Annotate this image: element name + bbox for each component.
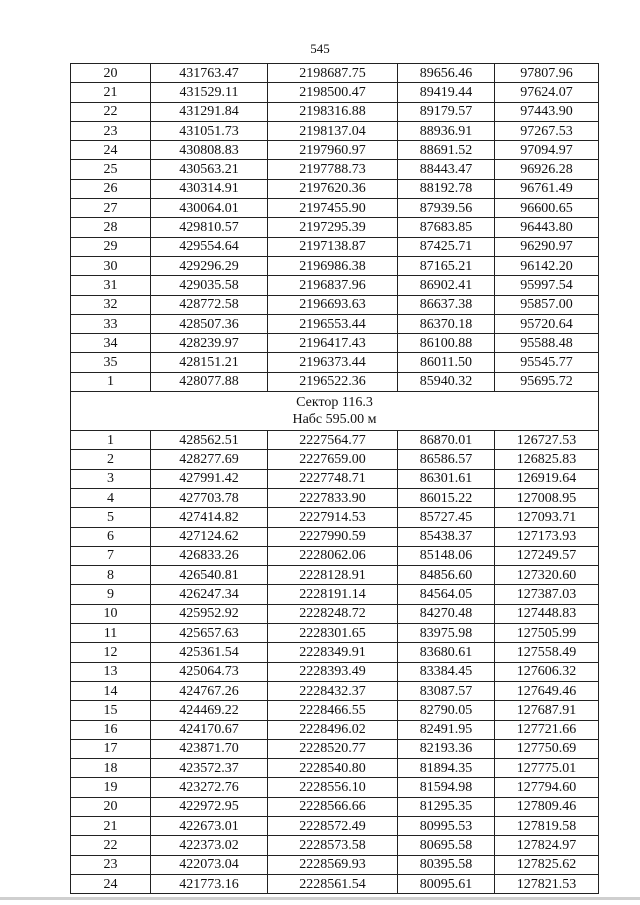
y-coordinate-cell: 2197960.97 <box>268 141 398 160</box>
local-y-cell: 127558.49 <box>495 643 599 662</box>
local-y-cell: 96443.80 <box>495 218 599 237</box>
local-y-cell: 127794.60 <box>495 778 599 797</box>
y-coordinate-cell: 2228062.06 <box>268 546 398 565</box>
local-x-cell: 87939.56 <box>398 199 495 218</box>
x-coordinate-cell: 431763.47 <box>151 64 268 83</box>
point-number-cell: 21 <box>71 83 151 102</box>
point-number-cell: 4 <box>71 488 151 507</box>
y-coordinate-cell: 2196837.96 <box>268 276 398 295</box>
table-row <box>71 64 599 83</box>
local-y-cell: 97443.90 <box>495 102 599 121</box>
table-row <box>71 276 599 295</box>
local-x-cell: 89419.44 <box>398 83 495 102</box>
local-y-cell: 127775.01 <box>495 759 599 778</box>
y-coordinate-cell: 2197620.36 <box>268 179 398 198</box>
local-y-cell: 95857.00 <box>495 295 599 314</box>
x-coordinate-cell: 429554.64 <box>151 237 268 256</box>
table-row <box>71 874 599 893</box>
y-coordinate-cell: 2227659.00 <box>268 450 398 469</box>
local-y-cell: 96142.20 <box>495 256 599 275</box>
local-x-cell: 80995.53 <box>398 816 495 835</box>
point-number-cell: 35 <box>71 353 151 372</box>
point-number-cell: 32 <box>71 295 151 314</box>
y-coordinate-cell: 2228432.37 <box>268 681 398 700</box>
table-row <box>71 701 599 720</box>
local-x-cell: 82491.95 <box>398 720 495 739</box>
local-x-cell: 83975.98 <box>398 624 495 643</box>
x-coordinate-cell: 424469.22 <box>151 701 268 720</box>
y-coordinate-cell: 2227833.90 <box>268 488 398 507</box>
point-number-cell: 31 <box>71 276 151 295</box>
section-title: Сектор 116.3 <box>296 395 373 411</box>
local-x-cell: 83680.61 <box>398 643 495 662</box>
y-coordinate-cell: 2196986.38 <box>268 256 398 275</box>
local-x-cell: 81594.98 <box>398 778 495 797</box>
local-y-cell: 127750.69 <box>495 739 599 758</box>
x-coordinate-cell: 431291.84 <box>151 102 268 121</box>
y-coordinate-cell: 2196553.44 <box>268 314 398 333</box>
table-row <box>71 681 599 700</box>
x-coordinate-cell: 422373.02 <box>151 836 268 855</box>
y-coordinate-cell: 2228556.10 <box>268 778 398 797</box>
table-row <box>71 334 599 353</box>
point-number-cell: 34 <box>71 334 151 353</box>
x-coordinate-cell: 422073.04 <box>151 855 268 874</box>
table-row <box>71 83 599 102</box>
local-x-cell: 89656.46 <box>398 64 495 83</box>
x-coordinate-cell: 428277.69 <box>151 450 268 469</box>
table-row <box>71 237 599 256</box>
table-row <box>71 160 599 179</box>
table-row <box>71 816 599 835</box>
local-y-cell: 127825.62 <box>495 855 599 874</box>
x-coordinate-cell: 429035.58 <box>151 276 268 295</box>
local-x-cell: 85438.37 <box>398 527 495 546</box>
y-coordinate-cell: 2228349.91 <box>268 643 398 662</box>
local-y-cell: 95588.48 <box>495 334 599 353</box>
table-row <box>71 527 599 546</box>
local-y-cell: 97094.97 <box>495 141 599 160</box>
point-number-cell: 21 <box>71 816 151 835</box>
local-x-cell: 84564.05 <box>398 585 495 604</box>
y-coordinate-cell: 2197138.87 <box>268 237 398 256</box>
table-row <box>71 295 599 314</box>
x-coordinate-cell: 425064.73 <box>151 662 268 681</box>
local-x-cell: 83384.45 <box>398 662 495 681</box>
local-x-cell: 80695.58 <box>398 836 495 855</box>
local-y-cell: 127824.97 <box>495 836 599 855</box>
y-coordinate-cell: 2196693.63 <box>268 295 398 314</box>
local-y-cell: 127173.93 <box>495 527 599 546</box>
table-row <box>71 508 599 527</box>
y-coordinate-cell: 2197788.73 <box>268 160 398 179</box>
x-coordinate-cell: 431529.11 <box>151 83 268 102</box>
local-y-cell: 95695.72 <box>495 372 599 391</box>
point-number-cell: 1 <box>71 372 151 391</box>
point-number-cell: 9 <box>71 585 151 604</box>
point-number-cell: 22 <box>71 102 151 121</box>
y-coordinate-cell: 2227564.77 <box>268 431 398 450</box>
table-row <box>71 102 599 121</box>
x-coordinate-cell: 425657.63 <box>151 624 268 643</box>
x-coordinate-cell: 428077.88 <box>151 372 268 391</box>
local-x-cell: 85940.32 <box>398 372 495 391</box>
local-y-cell: 126727.53 <box>495 431 599 450</box>
point-number-cell: 13 <box>71 662 151 681</box>
y-coordinate-cell: 2196522.36 <box>268 372 398 391</box>
local-x-cell: 88192.78 <box>398 179 495 198</box>
point-number-cell: 19 <box>71 778 151 797</box>
coordinates-table <box>70 63 599 894</box>
table-row <box>71 739 599 758</box>
x-coordinate-cell: 427703.78 <box>151 488 268 507</box>
y-coordinate-cell: 2198137.04 <box>268 121 398 140</box>
point-number-cell: 24 <box>71 141 151 160</box>
y-coordinate-cell: 2228572.49 <box>268 816 398 835</box>
point-number-cell: 3 <box>71 469 151 488</box>
point-number-cell: 33 <box>71 314 151 333</box>
local-x-cell: 88691.52 <box>398 141 495 160</box>
x-coordinate-cell: 428151.21 <box>151 353 268 372</box>
y-coordinate-cell: 2227748.71 <box>268 469 398 488</box>
x-coordinate-cell: 430064.01 <box>151 199 268 218</box>
table-row <box>71 179 599 198</box>
local-x-cell: 86370.18 <box>398 314 495 333</box>
table-row <box>71 546 599 565</box>
table-row <box>71 450 599 469</box>
y-coordinate-cell: 2227914.53 <box>268 508 398 527</box>
local-y-cell: 95545.77 <box>495 353 599 372</box>
local-x-cell: 86011.50 <box>398 353 495 372</box>
section-header-row <box>71 392 599 431</box>
x-coordinate-cell: 422673.01 <box>151 816 268 835</box>
local-y-cell: 127008.95 <box>495 488 599 507</box>
local-x-cell: 81295.35 <box>398 797 495 816</box>
point-number-cell: 22 <box>71 836 151 855</box>
local-x-cell: 88936.91 <box>398 121 495 140</box>
local-y-cell: 95720.64 <box>495 314 599 333</box>
point-number-cell: 15 <box>71 701 151 720</box>
point-number-cell: 11 <box>71 624 151 643</box>
x-coordinate-cell: 421773.16 <box>151 874 268 893</box>
x-coordinate-cell: 423572.37 <box>151 759 268 778</box>
x-coordinate-cell: 430314.91 <box>151 179 268 198</box>
point-number-cell: 20 <box>71 797 151 816</box>
local-x-cell: 80395.58 <box>398 855 495 874</box>
table-row <box>71 836 599 855</box>
local-y-cell: 127821.53 <box>495 874 599 893</box>
x-coordinate-cell: 428507.36 <box>151 314 268 333</box>
local-x-cell: 88443.47 <box>398 160 495 179</box>
point-number-cell: 27 <box>71 199 151 218</box>
local-y-cell: 97267.53 <box>495 121 599 140</box>
table-row <box>71 759 599 778</box>
x-coordinate-cell: 425361.54 <box>151 643 268 662</box>
local-y-cell: 127387.03 <box>495 585 599 604</box>
local-x-cell: 87683.85 <box>398 218 495 237</box>
x-coordinate-cell: 429810.57 <box>151 218 268 237</box>
point-number-cell: 30 <box>71 256 151 275</box>
local-y-cell: 127093.71 <box>495 508 599 527</box>
y-coordinate-cell: 2196373.44 <box>268 353 398 372</box>
local-x-cell: 82193.36 <box>398 739 495 758</box>
point-number-cell: 16 <box>71 720 151 739</box>
local-y-cell: 126825.83 <box>495 450 599 469</box>
x-coordinate-cell: 423272.76 <box>151 778 268 797</box>
bottom-edge-line <box>0 897 640 900</box>
local-x-cell: 85148.06 <box>398 546 495 565</box>
section-header-body <box>71 392 599 431</box>
local-y-cell: 127649.46 <box>495 681 599 700</box>
table-row <box>71 778 599 797</box>
y-coordinate-cell: 2228520.77 <box>268 739 398 758</box>
point-number-cell: 24 <box>71 874 151 893</box>
y-coordinate-cell: 2197455.90 <box>268 199 398 218</box>
local-y-cell: 96290.97 <box>495 237 599 256</box>
x-coordinate-cell: 428239.97 <box>151 334 268 353</box>
table-row <box>71 314 599 333</box>
x-coordinate-cell: 429296.29 <box>151 256 268 275</box>
point-number-cell: 20 <box>71 64 151 83</box>
table-row <box>71 566 599 585</box>
point-number-cell: 25 <box>71 160 151 179</box>
table-row <box>71 643 599 662</box>
y-coordinate-cell: 2228569.93 <box>268 855 398 874</box>
point-number-cell: 14 <box>71 681 151 700</box>
local-y-cell: 96761.49 <box>495 179 599 198</box>
y-coordinate-cell: 2197295.39 <box>268 218 398 237</box>
x-coordinate-cell: 425952.92 <box>151 604 268 623</box>
x-coordinate-cell: 424170.67 <box>151 720 268 739</box>
local-x-cell: 86100.88 <box>398 334 495 353</box>
local-y-cell: 127819.58 <box>495 816 599 835</box>
y-coordinate-cell: 2228573.58 <box>268 836 398 855</box>
point-number-cell: 6 <box>71 527 151 546</box>
point-number-cell: 10 <box>71 604 151 623</box>
y-coordinate-cell: 2198500.47 <box>268 83 398 102</box>
x-coordinate-cell: 430808.83 <box>151 141 268 160</box>
y-coordinate-cell: 2228566.66 <box>268 797 398 816</box>
local-x-cell: 86870.01 <box>398 431 495 450</box>
y-coordinate-cell: 2196417.43 <box>268 334 398 353</box>
point-number-cell: 23 <box>71 121 151 140</box>
local-x-cell: 86586.57 <box>398 450 495 469</box>
x-coordinate-cell: 427991.42 <box>151 469 268 488</box>
table-row <box>71 121 599 140</box>
x-coordinate-cell: 422972.95 <box>151 797 268 816</box>
local-x-cell: 82790.05 <box>398 701 495 720</box>
y-coordinate-cell: 2198687.75 <box>268 64 398 83</box>
y-coordinate-cell: 2228496.02 <box>268 720 398 739</box>
table-row <box>71 353 599 372</box>
table-row <box>71 797 599 816</box>
local-y-cell: 96926.28 <box>495 160 599 179</box>
y-coordinate-cell: 2198316.88 <box>268 102 398 121</box>
point-number-cell: 7 <box>71 546 151 565</box>
y-coordinate-cell: 2228561.54 <box>268 874 398 893</box>
point-number-cell: 18 <box>71 759 151 778</box>
y-coordinate-cell: 2227990.59 <box>268 527 398 546</box>
x-coordinate-cell: 427124.62 <box>151 527 268 546</box>
section-subtitle: Набс 595.00 м <box>292 412 377 428</box>
local-x-cell: 81894.35 <box>398 759 495 778</box>
local-x-cell: 84856.60 <box>398 566 495 585</box>
y-coordinate-cell: 2228248.72 <box>268 604 398 623</box>
point-number-cell: 28 <box>71 218 151 237</box>
point-number-cell: 12 <box>71 643 151 662</box>
local-x-cell: 86301.61 <box>398 469 495 488</box>
table-row <box>71 469 599 488</box>
table-body-top <box>71 64 599 392</box>
local-y-cell: 126919.64 <box>495 469 599 488</box>
table-row <box>71 431 599 450</box>
local-x-cell: 85727.45 <box>398 508 495 527</box>
table-row <box>71 199 599 218</box>
x-coordinate-cell: 424767.26 <box>151 681 268 700</box>
y-coordinate-cell: 2228540.80 <box>268 759 398 778</box>
local-y-cell: 127721.66 <box>495 720 599 739</box>
x-coordinate-cell: 426247.34 <box>151 585 268 604</box>
x-coordinate-cell: 428772.58 <box>151 295 268 314</box>
local-y-cell: 97624.07 <box>495 83 599 102</box>
local-y-cell: 127448.83 <box>495 604 599 623</box>
x-coordinate-cell: 428562.51 <box>151 431 268 450</box>
table-row <box>71 604 599 623</box>
point-number-cell: 29 <box>71 237 151 256</box>
local-x-cell: 86015.22 <box>398 488 495 507</box>
section-header-cell <box>71 392 599 431</box>
y-coordinate-cell: 2228466.55 <box>268 701 398 720</box>
local-x-cell: 83087.57 <box>398 681 495 700</box>
table-row <box>71 256 599 275</box>
point-number-cell: 17 <box>71 739 151 758</box>
local-x-cell: 89179.57 <box>398 102 495 121</box>
y-coordinate-cell: 2228393.49 <box>268 662 398 681</box>
table-body-bottom <box>71 431 599 894</box>
table-row <box>71 855 599 874</box>
point-number-cell: 2 <box>71 450 151 469</box>
y-coordinate-cell: 2228191.14 <box>268 585 398 604</box>
local-y-cell: 127809.46 <box>495 797 599 816</box>
local-x-cell: 80095.61 <box>398 874 495 893</box>
table-row <box>71 488 599 507</box>
local-x-cell: 87165.21 <box>398 256 495 275</box>
x-coordinate-cell: 430563.21 <box>151 160 268 179</box>
local-x-cell: 86637.38 <box>398 295 495 314</box>
local-y-cell: 96600.65 <box>495 199 599 218</box>
local-y-cell: 97807.96 <box>495 64 599 83</box>
table-row <box>71 624 599 643</box>
local-x-cell: 84270.48 <box>398 604 495 623</box>
table-row <box>71 720 599 739</box>
local-y-cell: 95997.54 <box>495 276 599 295</box>
page-number: 545 <box>310 41 330 56</box>
local-x-cell: 86902.41 <box>398 276 495 295</box>
table-row <box>71 141 599 160</box>
y-coordinate-cell: 2228128.91 <box>268 566 398 585</box>
x-coordinate-cell: 427414.82 <box>151 508 268 527</box>
point-number-cell: 5 <box>71 508 151 527</box>
point-number-cell: 1 <box>71 431 151 450</box>
table-row <box>71 218 599 237</box>
point-number-cell: 26 <box>71 179 151 198</box>
y-coordinate-cell: 2228301.65 <box>268 624 398 643</box>
local-y-cell: 127320.60 <box>495 566 599 585</box>
local-y-cell: 127249.57 <box>495 546 599 565</box>
local-y-cell: 127505.99 <box>495 624 599 643</box>
local-x-cell: 87425.71 <box>398 237 495 256</box>
table-row <box>71 372 599 391</box>
local-y-cell: 127606.32 <box>495 662 599 681</box>
x-coordinate-cell: 426540.81 <box>151 566 268 585</box>
x-coordinate-cell: 426833.26 <box>151 546 268 565</box>
table-row <box>71 662 599 681</box>
x-coordinate-cell: 431051.73 <box>151 121 268 140</box>
point-number-cell: 8 <box>71 566 151 585</box>
x-coordinate-cell: 423871.70 <box>151 739 268 758</box>
table-row <box>71 585 599 604</box>
point-number-cell: 23 <box>71 855 151 874</box>
local-y-cell: 127687.91 <box>495 701 599 720</box>
